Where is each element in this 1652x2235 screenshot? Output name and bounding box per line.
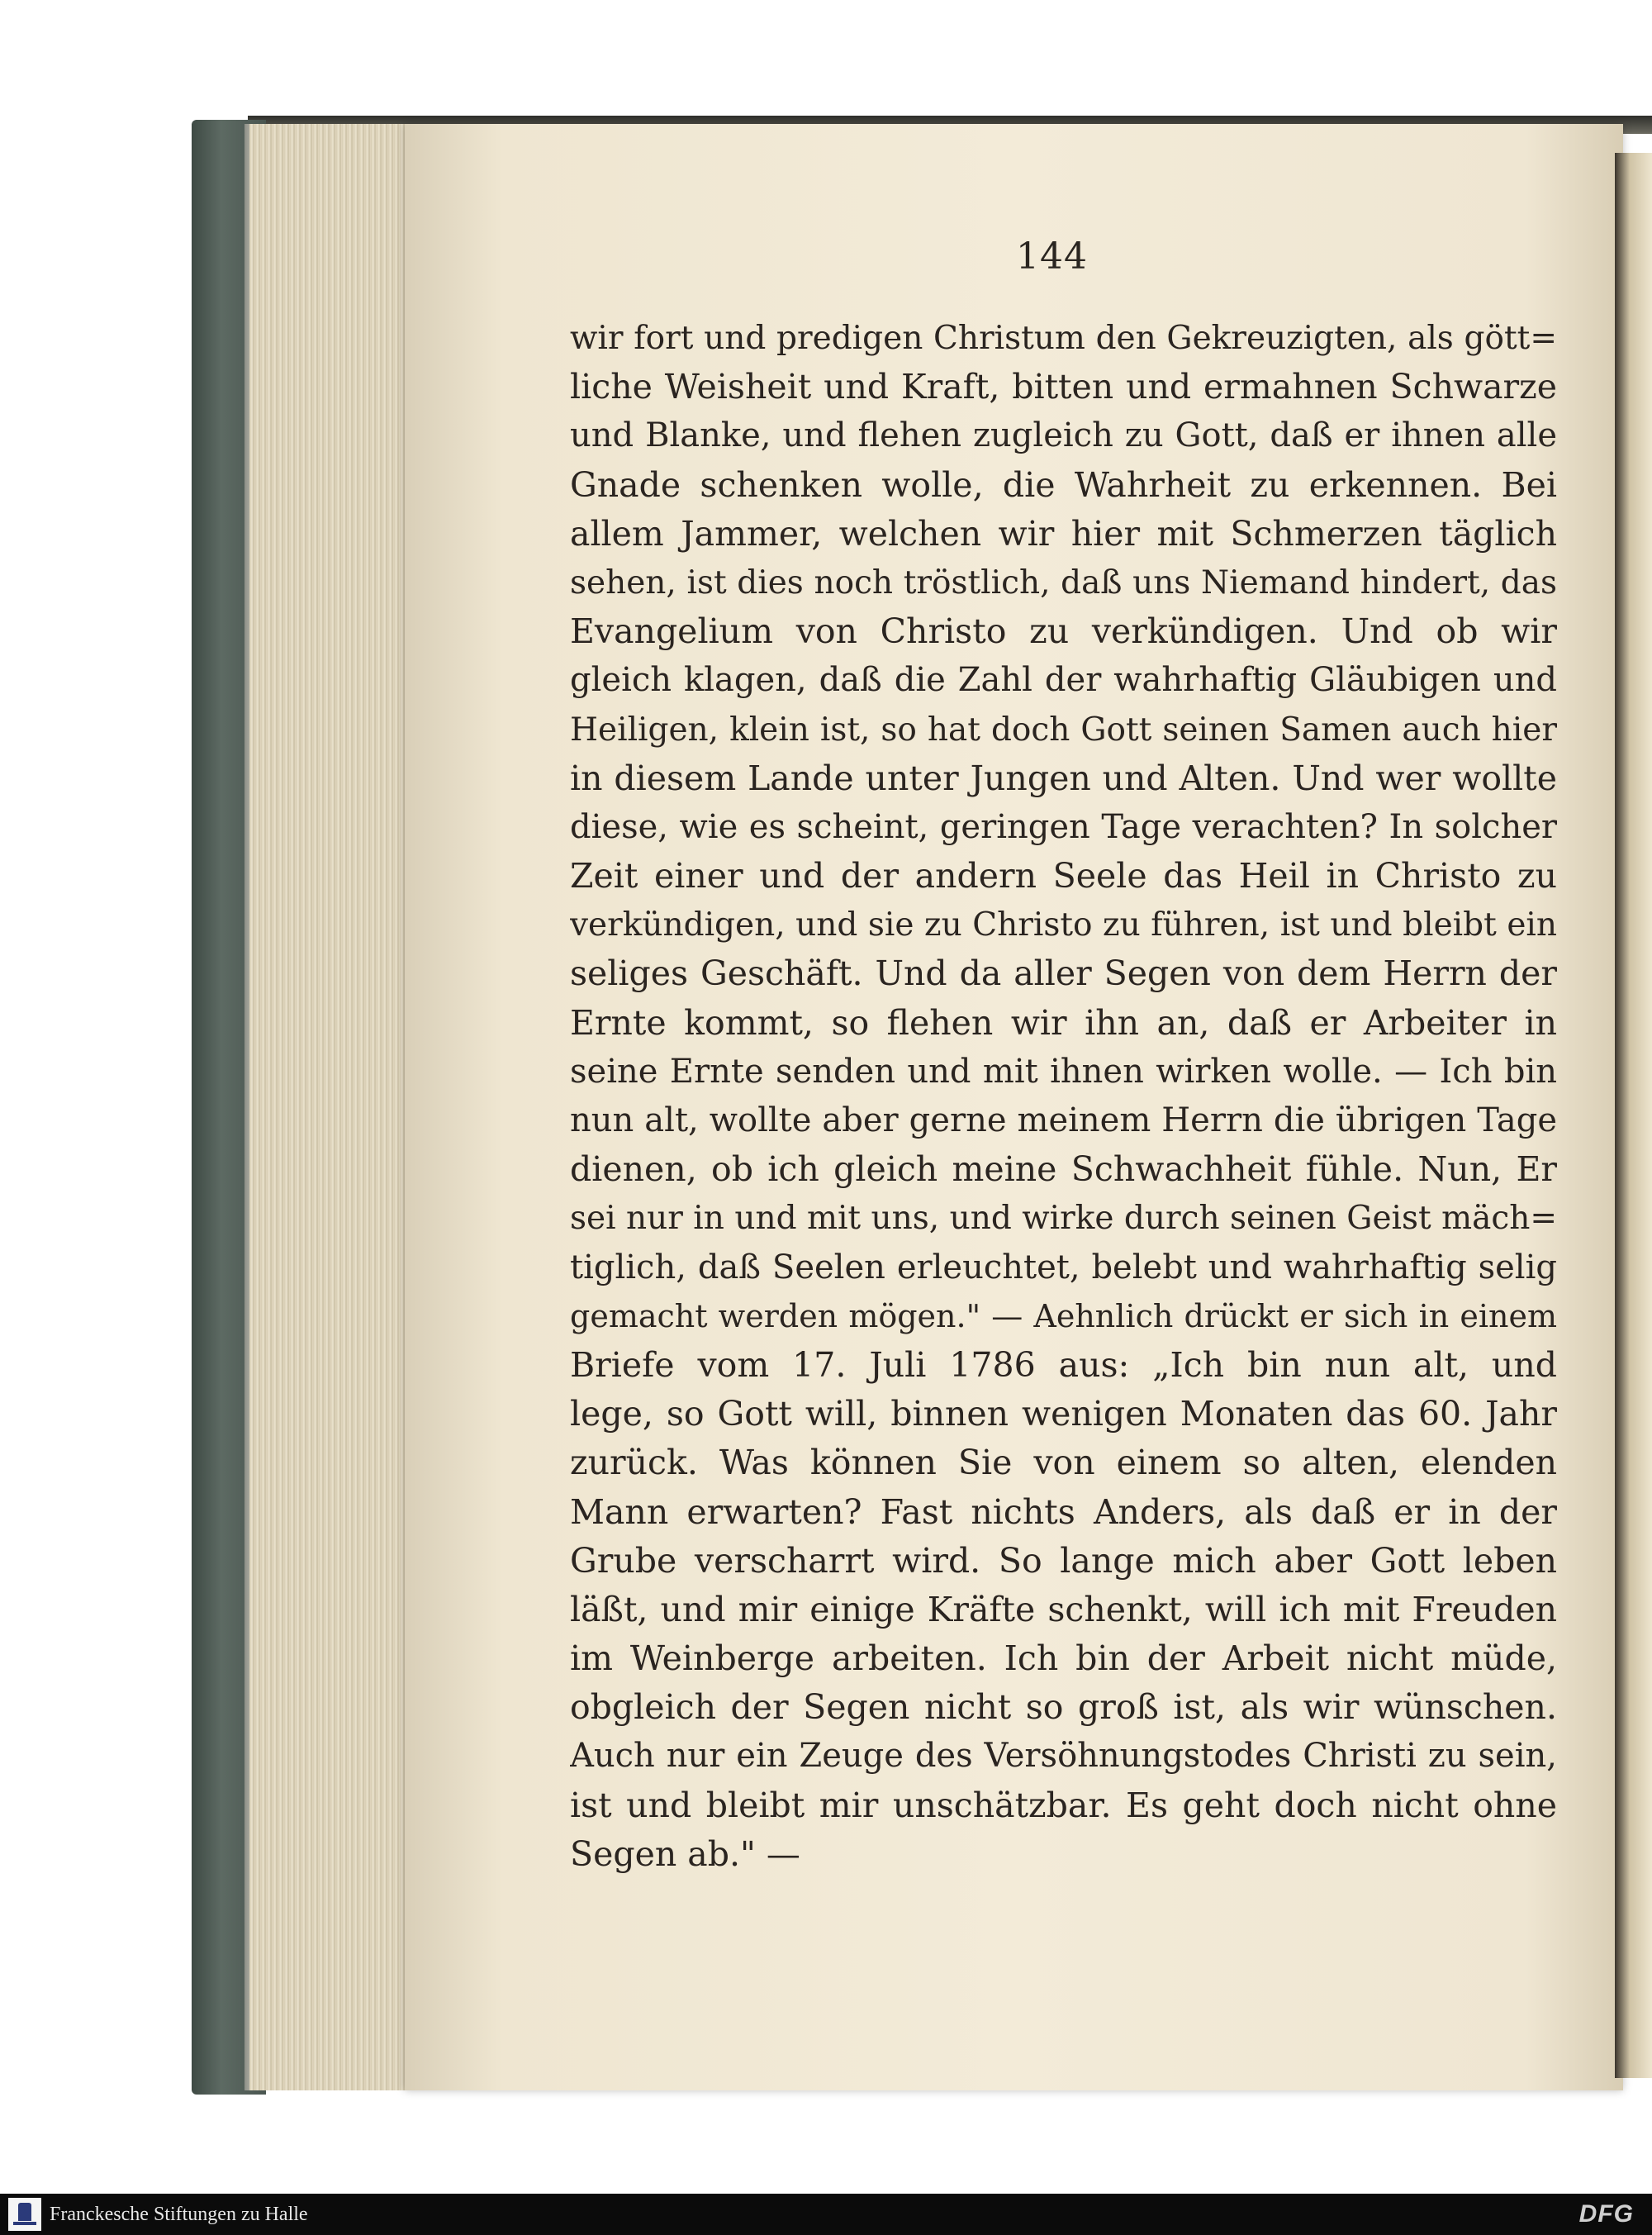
page-number: 144	[1016, 235, 1088, 278]
text-line: allem Jammer, welchen wir hier mit Schmerzen täglich	[570, 513, 1557, 554]
text-line: sei nur in und mit uns, und wirke durch seinen Geist mäch=	[570, 1200, 1557, 1238]
facing-page-edge	[1615, 153, 1652, 2078]
text-line: im Weinberge arbeiten. Ich bin der Arbeit nicht müde,	[570, 1638, 1557, 1679]
text-line: Zeit einer und der andern Seele das Heil in Christo zu	[570, 856, 1557, 896]
text-line: Mann erwarten? Fast nichts Anders, als daß er in der	[570, 1491, 1557, 1532]
text-line: Ernte kommt, so flehen wir ihn an, daß er Arbeiter in	[570, 1002, 1557, 1043]
text-line: in diesem Lande unter Jungen und Alten. Und wer wollte	[570, 758, 1557, 798]
text-line: liche Weisheit und Kraft, bitten und ermahnen Schwarze	[570, 367, 1557, 407]
text-line: tiglich, daß Seelen erleuchtet, belebt und wahrhaftig selig	[570, 1248, 1557, 1286]
institution-logo-icon[interactable]	[8, 2198, 41, 2231]
page-stack	[249, 124, 415, 2090]
page-text	[570, 314, 1557, 1879]
text-line: Heiligen, klein ist, so hat doch Gott seinen Samen auch hier	[570, 711, 1557, 749]
text-line: und Blanke, und flehen zugleich zu Gott, daß er ihnen alle	[570, 416, 1557, 455]
text-line: dienen, ob ich gleich meine Schwachheit fühle. Nun, Er	[570, 1149, 1557, 1190]
text-line: wir fort und predigen Christum den Gekreuzigten, als gött=	[570, 320, 1557, 357]
text-line: obgleich der Segen nicht so groß ist, als wir wünschen.	[570, 1687, 1557, 1728]
text-line: gemacht werden mögen." — Aehnlich drückt er sich in einem	[570, 1297, 1557, 1334]
text-line: lege, so Gott will, binnen wenigen Monaten das 60. Jahr	[570, 1394, 1557, 1434]
text-line: Briefe vom 17. Juli 1786 aus: „Ich bin nun alt, und	[570, 1344, 1557, 1385]
institution-name[interactable]: Franckesche Stiftungen zu Halle	[50, 2204, 308, 2225]
text-line: ist und bleibt mir unschätzbar. Es geht doch nicht ohne	[570, 1785, 1557, 1825]
text-line: sehen, ist dies noch tröstlich, daß uns Niemand hindert, das	[570, 564, 1557, 602]
text-line: diese, wie es scheint, geringen Tage verachten? In solcher	[570, 807, 1557, 846]
text-line: seine Ernte senden und mit ihnen wirken wolle. — Ich bin	[570, 1052, 1557, 1091]
text-line: seliges Geschäft. Und da aller Segen von dem Herrn der	[570, 953, 1557, 994]
viewer-footer	[0, 2194, 1652, 2235]
dfg-logo[interactable]: DFG	[1578, 2200, 1634, 2228]
text-line: läßt, und mir einige Kräfte schenkt, will ich mit Freuden	[570, 1589, 1557, 1629]
text-line: nun alt, wollte aber gerne meinem Herrn die übrigen Tage	[570, 1101, 1557, 1139]
text-line: zurück. Was können Sie von einem so alten, elenden	[570, 1443, 1557, 1483]
text-line: Auch nur ein Zeuge des Versöhnungstodes Christi zu sein,	[570, 1737, 1557, 1776]
text-line: verkündigen, und sie zu Christo zu führen, ist und bleibt ein	[570, 906, 1557, 944]
text-line: Grube verscharrt wird. So lange mich aber Gott leben	[570, 1540, 1557, 1581]
text-line: Gnade schenken wolle, die Wahrheit zu erkennen. Bei	[570, 464, 1557, 505]
text-line: Evangelium von Christo zu verkündigen. Und ob wir	[570, 611, 1557, 652]
text-line: Segen ab." —	[570, 1833, 800, 1874]
text-line: gleich klagen, daß die Zahl der wahrhaftig Gläubigen und	[570, 661, 1557, 700]
